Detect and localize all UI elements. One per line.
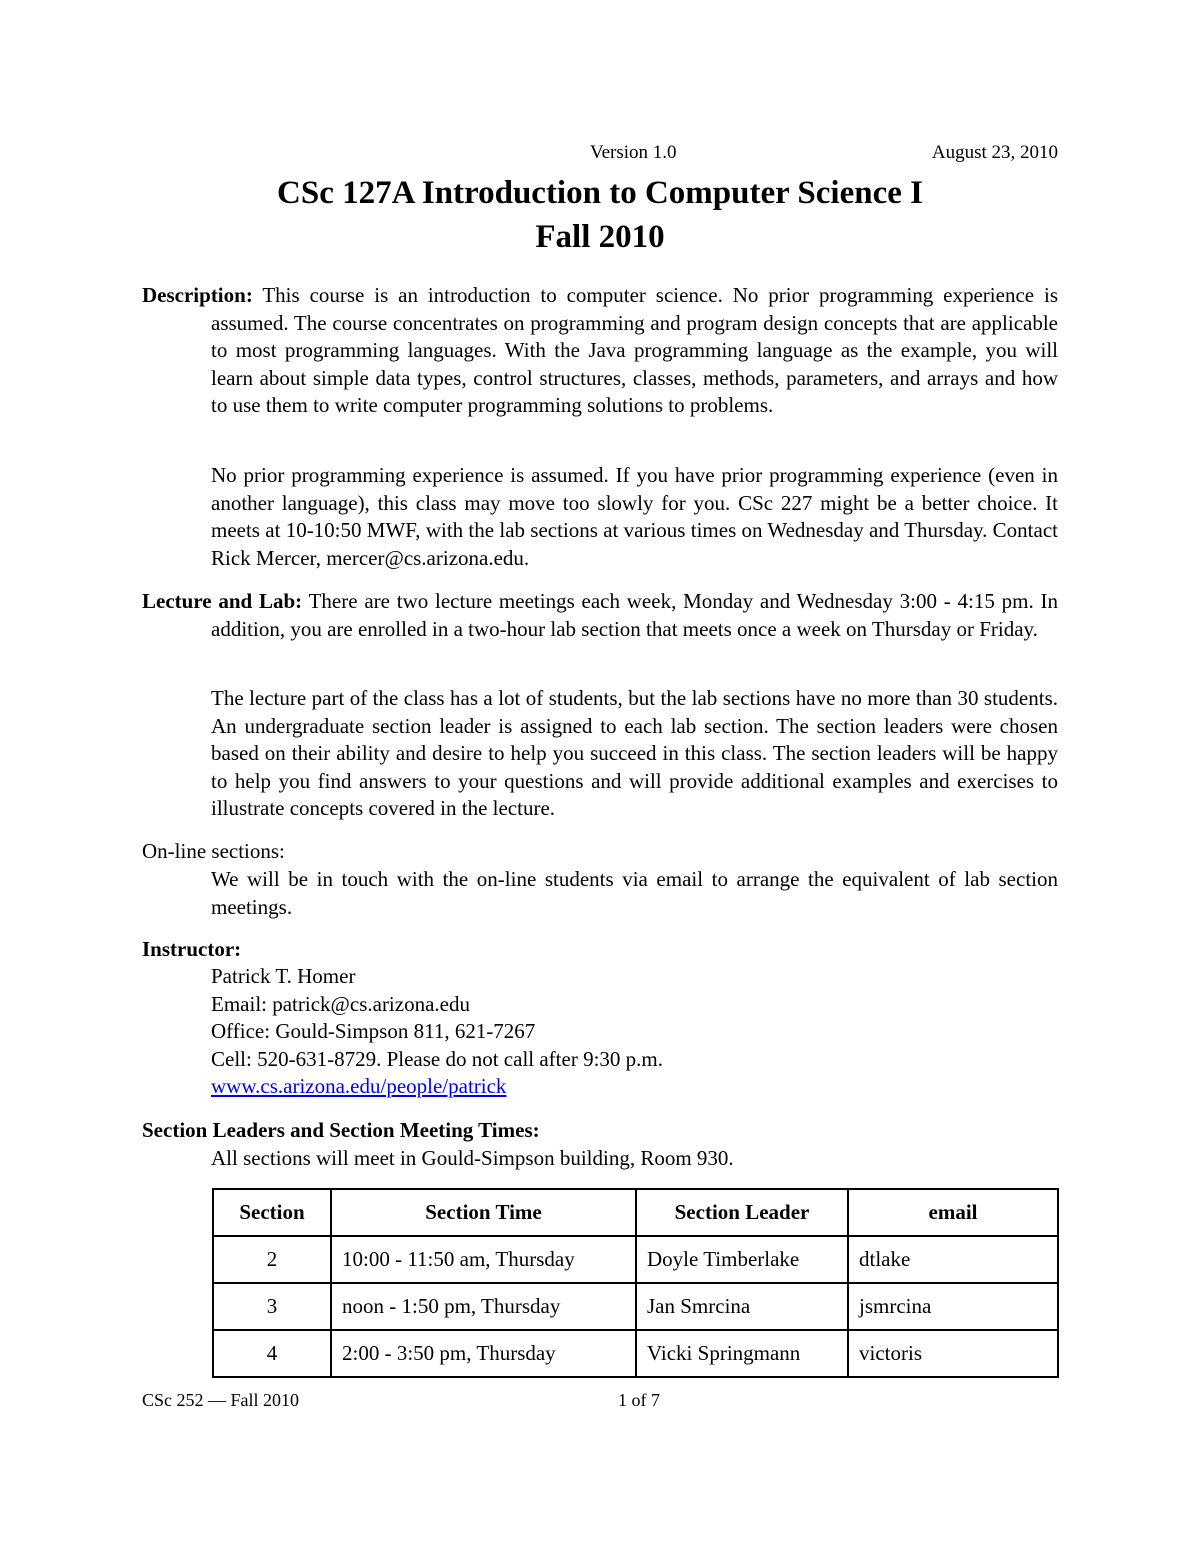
table-cell-email: dtlake <box>848 1236 1058 1283</box>
table-header-section: Section <box>213 1189 331 1236</box>
sections-note: All sections will meet in Gould-Simpson building, Room 930. <box>211 1146 734 1170</box>
lecture-paragraph-2: The lecture part of the class has a lot of students, but the lab sections have no more than 30 students. An undergraduate section leader is assigned to each lab section. The section leaders were chosen based on their ability and desire to help you succeed in this class. The section leaders will be happy to help you find answers to your questions and will provide additional examples and exercises to illustrate concepts covered in the lecture. <box>211 686 1058 820</box>
table-cell-email: victoris <box>848 1330 1058 1377</box>
footer-course: CSc 252 — Fall 2010 <box>142 1390 300 1410</box>
table-row <box>213 1330 1058 1377</box>
table-cell-time: noon - 1:50 pm, Thursday <box>331 1283 636 1330</box>
footer-page-number: 1 of 7 <box>618 1390 660 1410</box>
table-cell-leader: Vicki Springmann <box>636 1330 848 1377</box>
description-section <box>142 282 1058 420</box>
sections-label: Section Leaders and Section Meeting Times: <box>142 1118 540 1142</box>
lecture-label: Lecture and Lab: <box>142 589 303 613</box>
table-cell-section: 4 <box>213 1330 331 1377</box>
description-text-1: This course is an introduction to computer science. No prior programming experience is assumed. The course concentrates on programming and program design concepts that are applicable to most programming languages. With the Java programming language as the example, you will learn about simple data types, control structures, classes, methods, parameters, and arrays and how to use them to write computer programming solutions to problems. <box>211 283 1058 417</box>
lecture-text-1: There are two lecture meetings each week, Monday and Wednesday 3:00 - 4:15 pm. In addition, you are enrolled in a two-hour lab section that meets once a week on Thursday or Friday. <box>211 589 1058 641</box>
table-cell-leader: Jan Smrcina <box>636 1283 848 1330</box>
document-date: August 23, 2010 <box>931 142 1058 163</box>
instructor-info <box>211 963 1058 1101</box>
description-paragraph-2: No prior programming experience is assumed. If you have prior programming experience (even in another language), this class may move too slowly for you. CSc 227 might be a better choice. It meets at 10-10:50 MWF, with the lab sections at various times on Wednesday and Thursday. Contact Rick Mercer, mercer@cs.arizona.edu. <box>211 463 1058 570</box>
table-row <box>213 1236 1058 1283</box>
description-label: Description: <box>142 283 253 307</box>
table-header-section-time: Section Time <box>331 1189 636 1236</box>
table-cell-section: 2 <box>213 1236 331 1283</box>
table-row <box>213 1283 1058 1330</box>
table-cell-leader: Doyle Timberlake <box>636 1236 848 1283</box>
course-title: CSc 127A Introduction to Computer Science I <box>277 175 923 211</box>
instructor-cell: Cell: 520-631-8729. Please do not call after 9:30 p.m. <box>211 1046 663 1071</box>
table-cell-time: 2:00 - 3:50 pm, Thursday <box>331 1330 636 1377</box>
instructor-website-link[interactable]: www.cs.arizona.edu/people/patrick <box>211 1074 507 1098</box>
instructor-label: Instructor: <box>142 937 242 961</box>
version-label: Version 1.0 <box>590 142 677 163</box>
instructor-name: Patrick T. Homer <box>211 964 356 988</box>
description-paragraph-1 <box>142 282 1058 420</box>
table-header-email: email <box>848 1189 1058 1236</box>
online-text: We will be in touch with the on-line students via email to arrange the equivalent of lab section meetings. <box>211 867 1058 919</box>
table-header-section-leader: Section Leader <box>636 1189 848 1236</box>
online-label: On-line sections: <box>142 839 285 863</box>
instructor-office: Office: Gould-Simpson 811, 621-7267 <box>211 1019 536 1043</box>
table-cell-time: 10:00 - 11:50 am, Thursday <box>331 1236 636 1283</box>
table-cell-section: 3 <box>213 1283 331 1330</box>
section-table <box>212 1188 1059 1378</box>
course-term: Fall 2010 <box>535 219 665 255</box>
lecture-section <box>142 588 1058 643</box>
table-header-row <box>213 1189 1058 1236</box>
instructor-email: Email: patrick@cs.arizona.edu <box>211 991 470 1016</box>
table-cell-email: jsmrcina <box>848 1283 1058 1330</box>
lecture-paragraph-1 <box>142 588 1058 643</box>
